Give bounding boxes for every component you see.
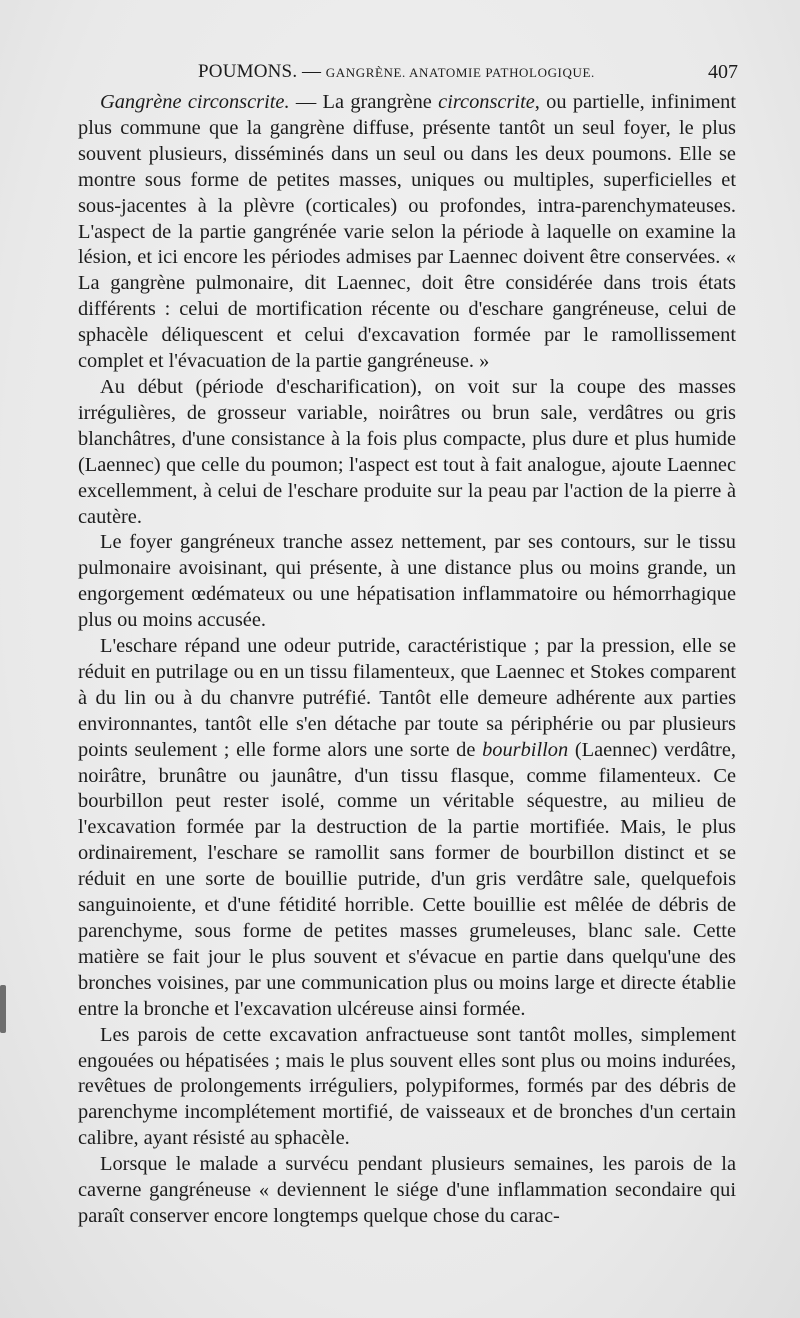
binding-mark (0, 985, 6, 1033)
text-run: L'eschare répand une odeur putride, caractéristique ; par la pression, elle se réduit en putrilage ou en un tissu filamenteux, que Laennec et Stokes comparent à du lin ou à du chanvre putréfié. Tantôt elle demeure adhérente aux parties environnantes, tantôt elle s'en détache par toute sa périphérie ou par plusieurs points seulement ; elle forme alors une sorte de (78, 635, 736, 761)
header-dash: — (302, 61, 322, 82)
italic-term: bourbillon (482, 738, 569, 761)
text-run: (Laennec) verdâtre, noirâtre, brunâtre ou jaunâtre, d'un tissu flasque, comme filamenteux. Ce bourbillon peut rester isolé, comme un véritable séquestre, au milieu de l'excavation formée par la destruction de la partie mortifiée. Mais, le plus ordinairement, l'eschare se ramollit sans former de bourbillon distinct et se réduit en une sorte de bouillie putride, d'un gris verdâtre sale, quelquefois sanguinoiente, et d'une fétidité horrible. Cette bouillie est mêlée de débris de parenchyme, sous forme de petites masses grumeleuses, blanc sale. Cette matière se fait jour le plus souvent et s'évacue en partie dans quelqu'une des bronches voisines, par une communication plus ou moins large et directe établie entre la bronche et l'excavation ulcéreuse ainsi formée. (78, 738, 736, 1020)
section-heading: Gangrène circonscrite. (100, 91, 290, 113)
body-text (78, 90, 736, 1250)
header-title: POUMONS. (198, 61, 298, 82)
paragraph: Au début (période d'escharification), on voit sur la coupe des masses irrégulières, de grosseur variable, noirâtres ou brun sale, verdâtres ou gris blanchâtres, d'une consistance à la fois plus compacte, plus dure et plus humide (Laennec) que celle du poumon; l'aspect est tout à fait analogue, ajoute Laennec excellemment, à celui de l'eschare produite sur la peau par l'action de la pierre à cautère. (78, 375, 736, 528)
page-number: 407 (708, 61, 738, 83)
paragraph (78, 90, 736, 375)
text-run: , ou partielle, infiniment plus commune que la gangrène diffuse, présente tantôt un seul foyer, le plus souvent plusieurs, disséminés dans un seul ou dans les deux poumons. Elle se montre sous forme de petites masses, uniques ou multiples, superficielles et sous-jacentes à la plèvre (corticales) ou profondes, intra-parenchymateuses. L'aspect de la partie gangrénée varie selon la période à laquelle on examine la lésion, et ici encore les périodes admises par Laennec doivent être conservées. « La gangrène pulmonaire, dit Laennec, doit être considérée dans trois états différents : celui de mortification récente ou d'eschare gangréneuse, celui de sphacèle déliquescent et celui d'excavation formée par le ramollissement complet et l'évacuation de la partie gangréneuse. » (78, 91, 737, 373)
text-run: — La grangrène (289, 91, 439, 113)
header-run (198, 58, 595, 87)
paragraph: Lorsque le malade a survécu pendant plusieurs semaines, les parois de la caverne gangréneuse « deviennent le siége d'une inflammation secondaire qui paraît conserver encore longtemps quelque chose du carac- (78, 1153, 736, 1227)
paragraph: Les parois de cette excavation anfractueuse sont tantôt molles, simplement engouées ou hépatisées ; mais le plus souvent elles sont plus ou moins indurées, revêtues de prolongements irréguliers, polypiformes, formés par des débris de parenchyme incomplétement mortifié, de vaisseaux et de bronches d'un certain calibre, ayant résisté au sphacèle. (78, 1023, 736, 1150)
italic-term: circonscrite (438, 91, 535, 113)
paragraph (78, 634, 736, 1023)
running-header (78, 58, 738, 86)
paragraph: Le foyer gangréneux tranche assez nettement, par ses contours, sur le tissu pulmonaire avoisinant, qui présente, à une distance plus ou moins grande, un engorgement œdémateux ou une hépatisation inflammatoire ou hémorrhagique plus ou moins accusée. (78, 531, 736, 632)
header-subtitle: GANGRÈNE. ANATOMIE PATHOLOGIQUE. (325, 65, 595, 80)
